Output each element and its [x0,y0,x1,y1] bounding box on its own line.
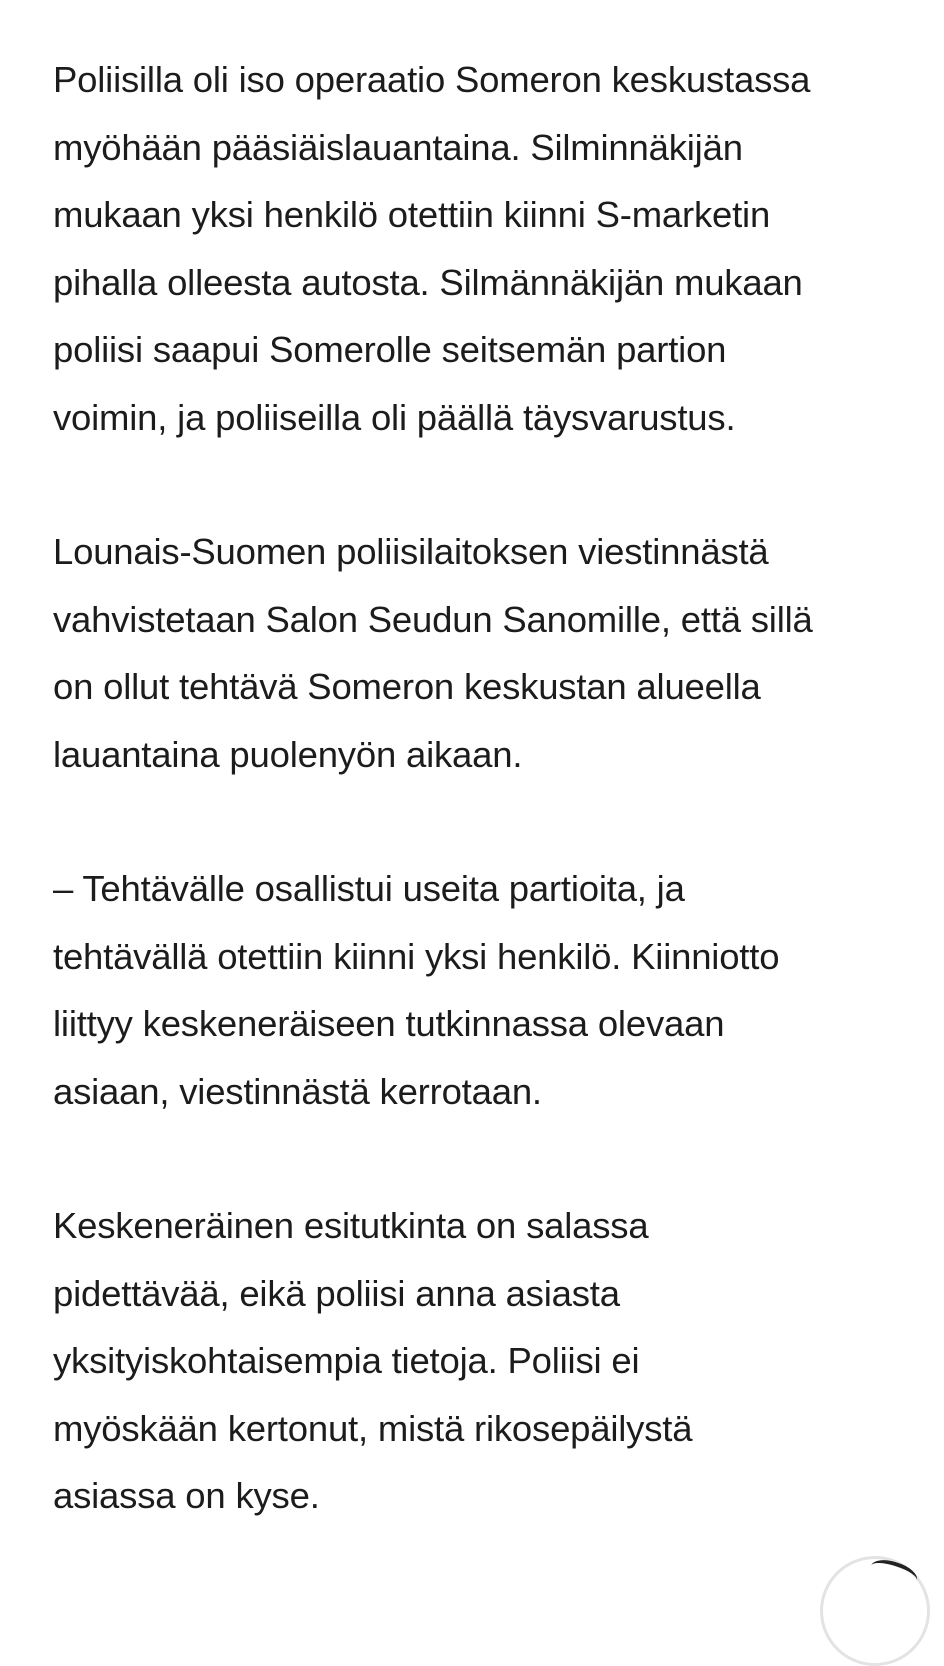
paragraph-line: asiaan, viestinnästä kerrotaan. [53,1070,542,1112]
article-paragraph-3 [53,855,913,1125]
paragraph-line: lauantaina puolenyön aikaan. [53,733,523,775]
loading-spinner-icon [820,1556,930,1666]
paragraph-line: pidettävää, eikä poliisi anna asiasta [53,1272,620,1314]
paragraph-line: yksityiskohtaisempia tietoja. Poliisi ei [53,1340,640,1381]
paragraph-line: myöskään kertonut, mistä rikosepäilystä [53,1407,693,1449]
paragraph-line: Poliisilla oli iso operaatio Someron keskustassa [53,59,811,100]
paragraph-line: poliisi saapui Somerolle seitsemän partion [53,329,727,370]
paragraph-line: myöhään pääsiäislauantaina. Silminnäkijän [53,126,743,168]
paragraph-line: asiassa on kyse. [53,1475,320,1516]
paragraph-line: pihalla olleesta autosta. Silmännäkijän mukaan [53,261,803,303]
paragraph-line: – Tehtävälle osallistui useita partioita, ja [53,868,685,909]
article-paragraph-4 [53,1192,913,1530]
paragraph-line: on ollut tehtävä Someron keskustan alueella [53,666,761,707]
paragraph-line: vahvistetaan Salon Seudun Sanomille, että sillä [53,598,813,640]
paragraph-line: mukaan yksi henkilö otettiin kiinni S-marketin [53,194,771,235]
paragraph-line: liittyy keskeneräiseen tutkinnassa olevaan [53,1003,725,1044]
article-paragraph-2 [53,518,913,788]
article-paragraph-1 [53,46,913,451]
article-body [53,46,913,1597]
paragraph-line: tehtävällä otettiin kiinni yksi henkilö. Kiinniotto [53,935,780,977]
paragraph-line: voimin, ja poliiseilla oli päällä täysvarustus. [53,396,736,438]
paragraph-line: Lounais-Suomen poliisilaitoksen viestinnästä [53,531,769,572]
paragraph-line: Keskeneräinen esitutkinta on salassa [53,1205,649,1246]
